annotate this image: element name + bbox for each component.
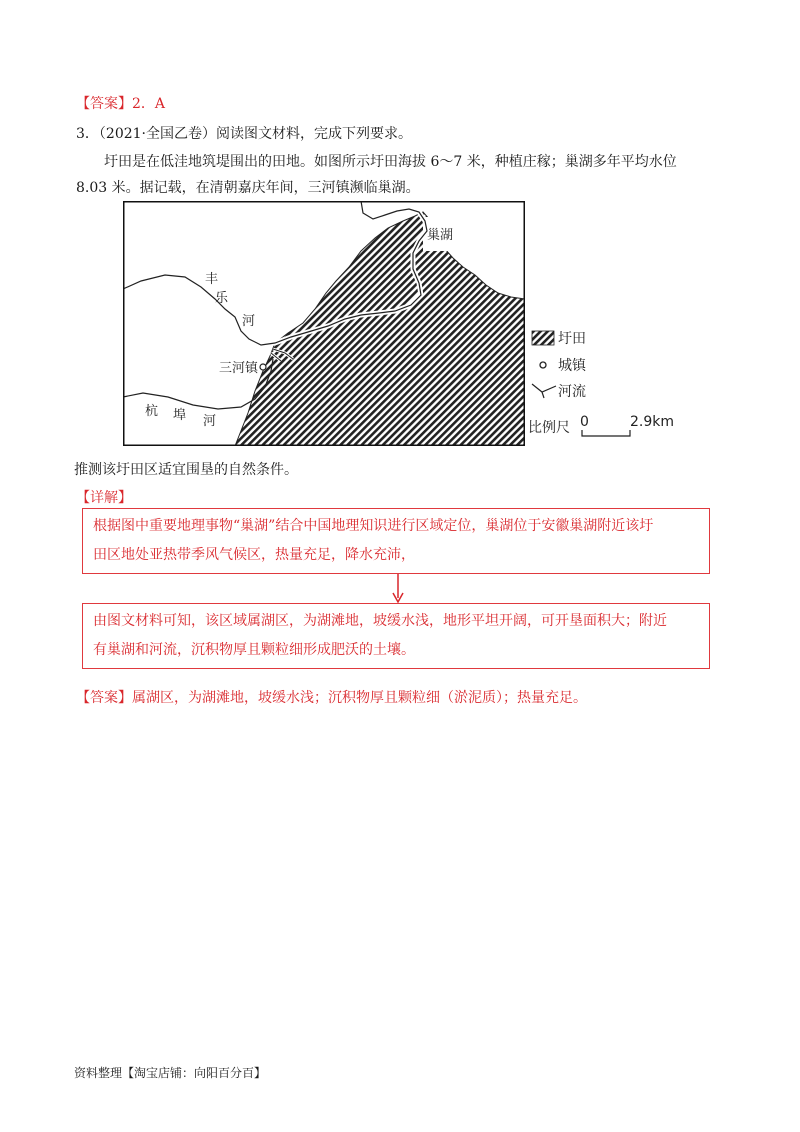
fengle-label-3: 河 xyxy=(242,314,256,329)
hangbu-label-1: 杭 xyxy=(145,404,159,419)
answer-text: 属湖区，为湖滩地，坡缓水浅；沉积物厚且颗粒细（淤泥质）；热量充足。 xyxy=(132,690,587,706)
detail-box-2-line-2: 有巢湖和河流，沉积物厚且颗粒细形成肥沃的土壤。 xyxy=(93,642,415,658)
answer-tag: 【答案】 xyxy=(76,690,132,706)
scale-value: 2.9km xyxy=(630,414,675,430)
detail-tag: 【详解】 xyxy=(76,490,132,506)
fengle-label-1: 丰 xyxy=(205,272,219,287)
material-line-1: 圩田是在低洼地筑堤围出的田地。如图所示圩田海拔 6～7 米，种植庄稼；巢湖多年平均水位 xyxy=(104,154,677,170)
hangbu-label-3: 河 xyxy=(203,414,217,429)
scale-zero: 0 xyxy=(580,414,589,430)
polder-map xyxy=(123,201,525,446)
legend-polder: 圩田 xyxy=(558,331,586,347)
detail-box-2 xyxy=(82,603,710,669)
river-swatch xyxy=(532,384,556,398)
scale-bar xyxy=(582,430,630,436)
lake-label: 巢湖 xyxy=(427,228,454,243)
map-legend xyxy=(528,328,718,440)
town-label: 三河镇 xyxy=(219,361,259,376)
footer-source: 资料整理【淘宝店铺：向阳百分百】 xyxy=(74,1066,267,1080)
detail-box-1 xyxy=(82,508,710,574)
material-line-2: 8.03 米。据记载，在清朝嘉庆年间，三河镇濒临巢湖。 xyxy=(76,180,420,196)
detail-box-1-line-2: 田区地处亚热带季风气候区，热量充足，降水充沛， xyxy=(93,547,415,563)
question-header xyxy=(76,124,412,144)
previous-answer xyxy=(76,94,165,114)
scale-label: 比例尺 xyxy=(528,420,570,436)
answer-tag: 【答案】 xyxy=(76,96,132,112)
task-text: 推测该圩田区适宜围垦的自然条件。 xyxy=(74,462,298,478)
town-marker xyxy=(260,364,266,370)
fengle-label-2: 乐 xyxy=(215,291,229,306)
polder-swatch xyxy=(532,331,554,345)
question-number: 3． xyxy=(76,126,99,142)
arrow-down-icon xyxy=(390,574,406,604)
final-answer xyxy=(76,688,587,708)
detail-box-2-line-1: 由图文材料可知，该区域属湖区，为湖滩地，坡缓水浅，地形平坦开阔，可开垦面积大；附近 xyxy=(93,613,667,629)
question-source: （2021·全国乙卷）阅读图文材料，完成下列要求。 xyxy=(98,126,412,142)
answer-text: 2．A xyxy=(132,96,166,112)
town-swatch xyxy=(540,362,546,368)
detail-box-1-line-1: 根据图中重要地理事物“巢湖”结合中国地理知识进行区域定位，巢湖位于安徽巢湖附近该圩 xyxy=(93,518,654,534)
hangbu-label-2: 埠 xyxy=(173,408,187,423)
legend-town: 城镇 xyxy=(558,358,586,374)
legend-river: 河流 xyxy=(558,384,586,400)
